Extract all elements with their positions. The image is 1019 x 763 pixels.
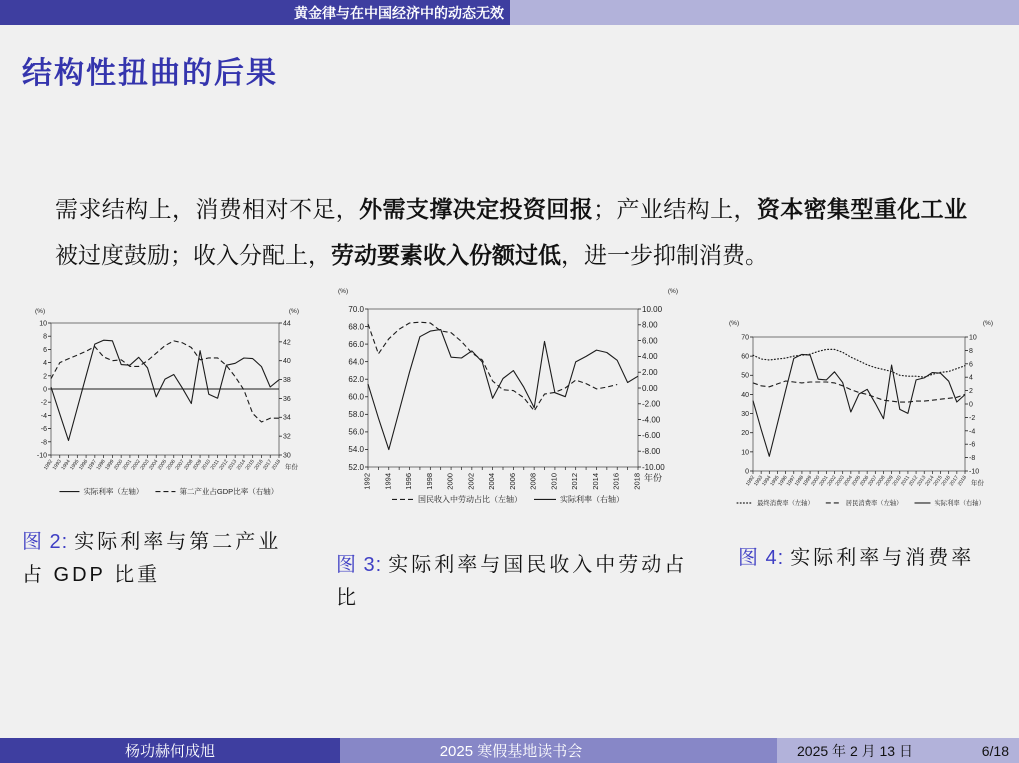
- svg-text:42: 42: [283, 339, 291, 347]
- footer-author: 杨功赫何成旭: [124, 743, 215, 760]
- svg-text:2018: 2018: [632, 473, 642, 490]
- figure3-caption-label: 图 3:: [336, 554, 383, 576]
- svg-text:(%): (%): [35, 308, 46, 315]
- svg-text:2001: 2001: [818, 474, 830, 488]
- svg-text:-6: -6: [40, 426, 47, 434]
- footer-event: 2025 寒假基地读书会: [439, 743, 583, 760]
- svg-text:0.00: 0.00: [642, 383, 658, 393]
- svg-text:1994: 1994: [761, 474, 773, 488]
- svg-text:2007: 2007: [174, 458, 186, 472]
- svg-text:2009: 2009: [883, 474, 895, 488]
- presentation-title: 黄金律与在中国经济中的动态无效: [294, 4, 504, 21]
- footer-event-box: [340, 738, 777, 763]
- figure4-caption-text: 实际利率与消费率: [790, 547, 975, 569]
- svg-text:居民消费率（左轴）: 居民消费率（左轴）: [845, 500, 903, 507]
- svg-text:1998: 1998: [95, 458, 107, 472]
- body-text: ，进一步抑制消费。: [561, 242, 768, 268]
- svg-text:2006: 2006: [165, 458, 177, 472]
- svg-text:1997: 1997: [785, 474, 797, 488]
- svg-text:8.00: 8.00: [642, 320, 658, 330]
- svg-text:10: 10: [969, 334, 977, 342]
- svg-text:4: 4: [43, 360, 47, 368]
- svg-text:2011: 2011: [899, 474, 912, 487]
- svg-text:-8.00: -8.00: [642, 447, 661, 456]
- svg-text:4.00: 4.00: [642, 352, 658, 362]
- svg-text:(%): (%): [982, 320, 993, 327]
- header-spacer: [510, 0, 1019, 25]
- header-bar: [0, 0, 1019, 25]
- svg-text:10.00: 10.00: [642, 304, 663, 314]
- svg-text:-8: -8: [969, 455, 976, 463]
- body-paragraph: [55, 186, 967, 278]
- svg-text:2018: 2018: [270, 458, 283, 472]
- svg-text:60: 60: [741, 353, 749, 361]
- svg-text:(%): (%): [288, 308, 299, 315]
- svg-text:2008: 2008: [528, 473, 538, 490]
- svg-text:2010: 2010: [200, 458, 212, 472]
- svg-text:-10: -10: [36, 452, 47, 460]
- footer-date-box: [777, 738, 1019, 763]
- figure4-caption-label: 图 4:: [738, 547, 785, 569]
- svg-text:2004: 2004: [148, 458, 160, 472]
- svg-text:-4: -4: [969, 428, 976, 436]
- svg-text:20: 20: [741, 430, 749, 438]
- svg-text:1999: 1999: [104, 458, 116, 472]
- chart-canvas: [727, 315, 995, 511]
- svg-text:2002: 2002: [466, 473, 476, 490]
- svg-text:2004: 2004: [487, 473, 497, 490]
- figure4-caption: [738, 542, 1008, 575]
- svg-text:66.0: 66.0: [348, 339, 364, 349]
- svg-text:2008: 2008: [183, 458, 195, 472]
- svg-text:最终消费率（左轴）: 最终消费率（左轴）: [757, 500, 814, 507]
- svg-text:56.0: 56.0: [348, 427, 364, 437]
- svg-text:40: 40: [741, 391, 749, 399]
- figure2-caption: [22, 526, 300, 592]
- chart-canvas: [33, 303, 301, 503]
- svg-text:8: 8: [969, 347, 973, 355]
- svg-text:2006: 2006: [507, 473, 517, 490]
- svg-text:1992: 1992: [42, 458, 55, 472]
- svg-text:-4.00: -4.00: [642, 415, 661, 425]
- svg-text:30: 30: [283, 452, 291, 460]
- figure4-chart: [727, 315, 995, 511]
- svg-text:1993: 1993: [51, 458, 63, 472]
- svg-text:实际利率（右轴）: 实际利率（右轴）: [560, 495, 624, 504]
- body-text: 需求结构上，消费相对不足，: [55, 196, 360, 222]
- body-text-bold: 劳动要素收入份额过低: [331, 242, 561, 268]
- svg-text:4: 4: [969, 374, 973, 382]
- svg-text:68.0: 68.0: [348, 322, 364, 332]
- svg-text:-10: -10: [969, 468, 980, 476]
- svg-text:64.0: 64.0: [348, 357, 364, 367]
- svg-text:1993: 1993: [752, 474, 765, 488]
- svg-text:2015: 2015: [244, 458, 256, 472]
- svg-text:2003: 2003: [139, 458, 151, 472]
- svg-text:58.0: 58.0: [348, 410, 364, 420]
- svg-text:30: 30: [741, 411, 749, 419]
- svg-text:2005: 2005: [156, 458, 169, 472]
- svg-text:6: 6: [43, 346, 47, 354]
- svg-text:2003: 2003: [834, 474, 846, 488]
- figure2-chart: [33, 303, 301, 503]
- svg-text:-8: -8: [40, 439, 47, 447]
- svg-text:2005: 2005: [850, 474, 863, 488]
- svg-text:2015: 2015: [932, 474, 944, 488]
- svg-text:1994: 1994: [383, 473, 393, 490]
- svg-text:40: 40: [283, 358, 291, 366]
- svg-text:-6: -6: [969, 441, 976, 449]
- svg-text:-4: -4: [40, 412, 47, 420]
- svg-text:-2.00: -2.00: [642, 399, 661, 409]
- svg-text:2008: 2008: [875, 474, 887, 488]
- svg-text:2007: 2007: [867, 474, 879, 488]
- svg-text:62.0: 62.0: [348, 375, 364, 385]
- footer-author-box: [0, 738, 340, 763]
- svg-text:年份: 年份: [285, 464, 298, 471]
- svg-text:10: 10: [39, 320, 47, 328]
- footer-bar: [0, 738, 1019, 763]
- header-title-box: [0, 0, 510, 25]
- svg-text:70.0: 70.0: [348, 304, 364, 314]
- svg-text:(%): (%): [338, 288, 349, 295]
- svg-text:44: 44: [283, 320, 291, 328]
- svg-text:2016: 2016: [611, 473, 621, 490]
- figure2-caption-label: 图 2:: [22, 531, 69, 553]
- svg-text:2: 2: [43, 373, 47, 381]
- svg-text:2018: 2018: [956, 474, 969, 488]
- svg-text:2016: 2016: [253, 458, 265, 472]
- svg-text:2006: 2006: [858, 474, 871, 488]
- svg-text:2010: 2010: [549, 473, 559, 490]
- svg-text:1997: 1997: [86, 458, 98, 472]
- svg-text:0: 0: [43, 386, 47, 394]
- body-text-bold: 外需支撑决定投资回报: [359, 196, 594, 222]
- svg-text:2013: 2013: [226, 458, 239, 472]
- figure3-caption-text: 实际利率与国民收入中劳动占比: [336, 554, 688, 609]
- svg-text:2: 2: [969, 388, 973, 396]
- svg-text:1992: 1992: [362, 473, 372, 490]
- figure3-caption: [336, 549, 688, 615]
- svg-text:2014: 2014: [590, 473, 600, 490]
- svg-text:1999: 1999: [801, 474, 814, 488]
- svg-text:-2: -2: [969, 414, 976, 422]
- svg-text:1998: 1998: [424, 473, 434, 490]
- svg-text:年份: 年份: [644, 473, 663, 483]
- svg-text:实际利率（左轴）: 实际利率（左轴）: [83, 487, 144, 496]
- body-text-bold: 资本密集型重化工业: [756, 196, 968, 222]
- svg-text:第二产业占GDP比率（右轴）: 第二产业占GDP比率（右轴）: [179, 487, 279, 496]
- svg-text:2014: 2014: [235, 458, 248, 472]
- svg-text:50: 50: [741, 372, 749, 380]
- svg-text:52.0: 52.0: [348, 462, 364, 472]
- svg-text:2002: 2002: [130, 458, 142, 472]
- svg-text:1996: 1996: [404, 473, 414, 490]
- svg-text:2000: 2000: [810, 474, 822, 488]
- svg-text:2012: 2012: [907, 474, 920, 488]
- figure3-chart: [336, 283, 680, 507]
- svg-text:1995: 1995: [769, 474, 781, 488]
- svg-text:1994: 1994: [60, 458, 72, 472]
- svg-text:2000: 2000: [112, 458, 125, 472]
- svg-text:1992: 1992: [744, 474, 757, 488]
- svg-text:1996: 1996: [777, 474, 789, 488]
- figure2-caption-text: 实际利率与第二产业占 GDP 比重: [22, 531, 282, 586]
- svg-text:(%): (%): [667, 288, 678, 295]
- body-text: ；产业结构上，: [593, 196, 757, 222]
- svg-text:10: 10: [741, 449, 749, 457]
- svg-text:-2: -2: [40, 399, 47, 407]
- svg-text:2004: 2004: [842, 474, 854, 488]
- svg-text:2016: 2016: [940, 474, 952, 488]
- svg-text:2011: 2011: [209, 458, 221, 471]
- svg-text:32: 32: [283, 433, 291, 441]
- svg-text:34: 34: [283, 414, 291, 422]
- svg-text:2014: 2014: [924, 474, 936, 488]
- svg-text:2012: 2012: [218, 458, 230, 472]
- svg-text:2013: 2013: [916, 474, 928, 488]
- svg-text:2010: 2010: [891, 474, 903, 488]
- svg-text:2.00: 2.00: [642, 368, 658, 377]
- svg-text:1998: 1998: [793, 474, 806, 488]
- svg-text:8: 8: [43, 333, 47, 341]
- svg-text:54.0: 54.0: [348, 445, 364, 455]
- svg-text:(%): (%): [729, 320, 740, 327]
- svg-text:2002: 2002: [826, 474, 838, 488]
- svg-text:38: 38: [283, 377, 291, 385]
- svg-text:1996: 1996: [77, 458, 90, 472]
- svg-text:6: 6: [969, 361, 973, 369]
- svg-text:2017: 2017: [948, 474, 960, 488]
- svg-text:60.0: 60.0: [348, 392, 364, 402]
- svg-text:70: 70: [741, 334, 749, 342]
- svg-text:2012: 2012: [570, 473, 580, 490]
- svg-text:2009: 2009: [191, 458, 204, 472]
- chart-canvas: [336, 283, 680, 507]
- svg-text:36: 36: [283, 395, 291, 403]
- svg-text:2000: 2000: [445, 473, 455, 490]
- footer-page-number: 6/18: [981, 742, 1009, 759]
- svg-text:国民收入中劳动占比（左轴）: 国民收入中劳动占比（左轴）: [418, 495, 522, 504]
- svg-text:1995: 1995: [69, 458, 81, 472]
- svg-text:年份: 年份: [971, 480, 984, 487]
- svg-text:2001: 2001: [121, 458, 134, 472]
- footer-date: 2025 年 2 月 13 日: [797, 742, 913, 759]
- svg-text:-10.00: -10.00: [642, 462, 665, 472]
- svg-text:6.00: 6.00: [642, 336, 658, 346]
- svg-text:0: 0: [969, 401, 973, 409]
- svg-text:0: 0: [745, 468, 749, 476]
- frame-title: 结构性扭曲的后果: [22, 57, 278, 90]
- svg-text:-6.00: -6.00: [642, 431, 661, 441]
- svg-text:2017: 2017: [262, 458, 274, 472]
- svg-text:实际利率（右轴）: 实际利率（右轴）: [934, 500, 985, 507]
- body-text: 被过度鼓励；收入分配上，: [55, 242, 331, 268]
